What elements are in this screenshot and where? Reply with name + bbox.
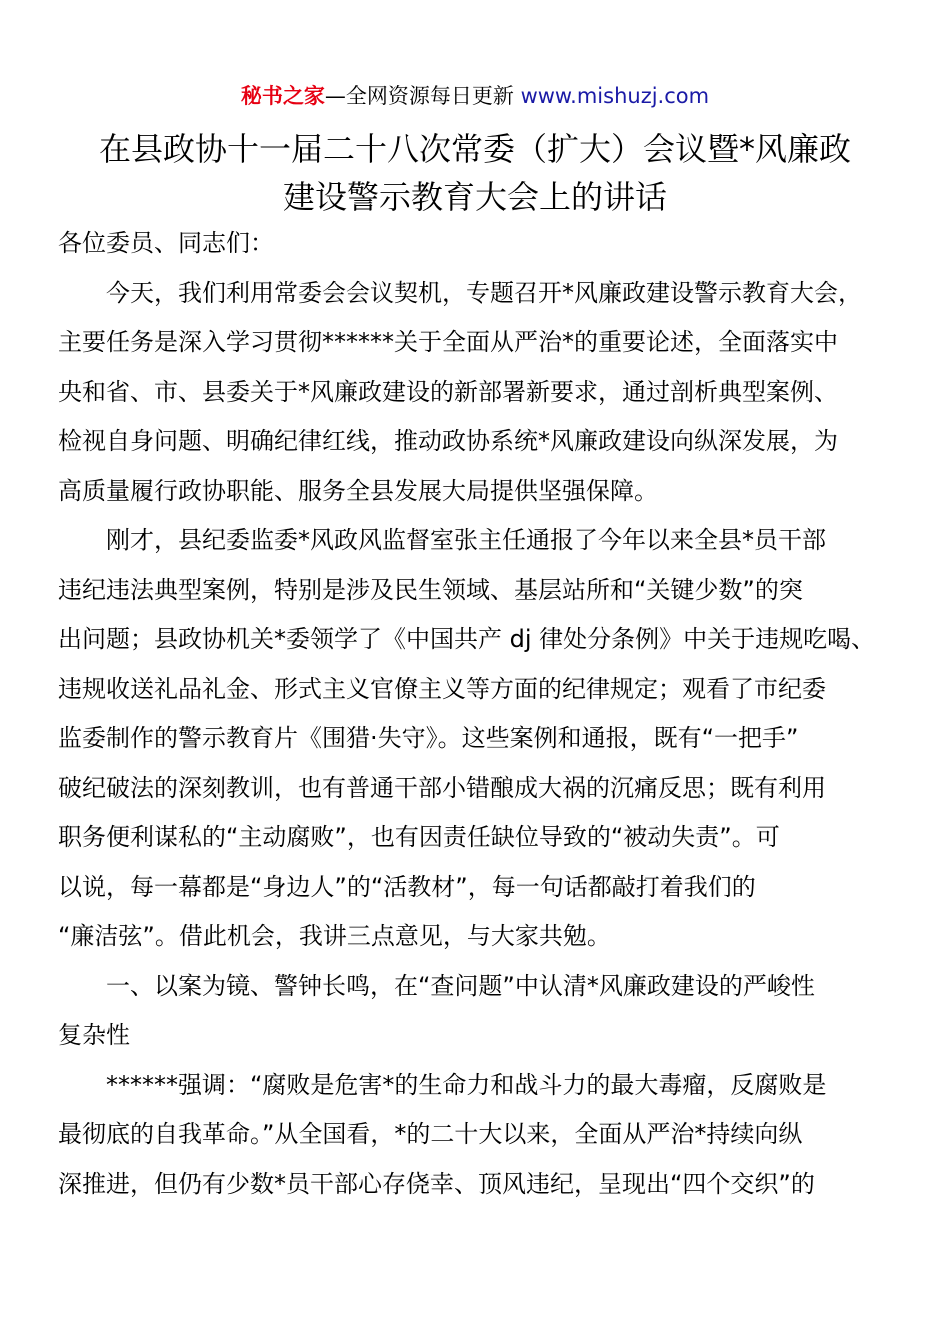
section-heading: 复杂性 [58,1021,130,1049]
paragraph-line: 高质量履行政协职能、服务全县发展大局提供坚强保障。 [58,476,658,505]
paragraph-line: 监委制作的警示教育片《围猎·失守》。这些案例和通报，既有“一把手” [58,724,799,752]
paragraph-line: 刚才，县纪委监委*风政风监督室张主任通报了今年以来全县*员干部 [106,526,826,554]
header-slogan: —全网资源每日更新 [324,84,521,108]
paragraph-line: 今天，我们利用常委会会议契机，专题召开*风廉政建设警示教育大会， [106,278,862,307]
paragraph-line: 检视自身问题、明确纪律红线，推动政协系统*风廉政建设向纵深发展，为 [58,427,838,455]
document-body [58,219,898,1209]
paragraph-line: 央和省、市、县委关于*风廉政建设的新部署新要求，通过剖析典型案例、 [58,377,838,406]
paragraph-line: 最彻底的自我革命。”从全国看，*的二十大以来，全面从严治*持续向纵 [58,1120,803,1148]
section-heading: 一、以案为镜、警钟长鸣，在“查问题”中认清*风廉政建设的严峻性 [106,971,815,1000]
paragraph-line: ******强调：“腐败是危害*的生命力和战斗力的最大毒瘤，反腐败是 [106,1070,827,1099]
paragraph-line: 破纪破法的深刻教训，也有普通干部小错酿成大祸的沉痛反思；既有利用 [58,773,826,802]
paragraph-line: 出问题；县政协机关*委领学了《中国共产 dj 律处分条例》中关于违规吃喝、 [58,625,876,653]
paragraph-line: 违纪违法典型案例，特别是涉及民生领域、基层站所和“关键少数”的突 [58,575,803,604]
brand-name: 秘书之家 [240,84,325,108]
paragraph-line: 以说，每一幕都是“身边人”的“活教材”，每一句话都敲打着我们的 [58,872,756,901]
paragraph-line: 主要任务是深入学习贯彻******关于全面从严治*的重要论述，全面落实中 [58,328,838,356]
paragraph-line: “廉洁弦”。借此机会，我讲三点意见，与大家共勉。 [58,922,611,950]
salutation: 各位委员、同志们： [58,229,274,257]
document-title-line-1: 在县政协十一届二十八次常委（扩大）会议暨*风廉政 [98,130,851,168]
paragraph-line: 违规收送礼品礼金、形式主义官僚主义等方面的纪律规定；观看了市纪委 [58,674,826,703]
site-url: www.mishuzj.com [520,84,710,108]
watermark-header [0,80,950,112]
document-title-line-2: 建设警示教育大会上的讲话 [282,178,667,216]
paragraph-line: 深推进，但仍有少数*员干部心存侥幸、顶风违纪，呈现出“四个交织”的 [58,1169,815,1198]
paragraph-line: 职务便利谋私的“主动腐败”，也有因责任缺位导致的“被动失责”。可 [58,823,780,851]
